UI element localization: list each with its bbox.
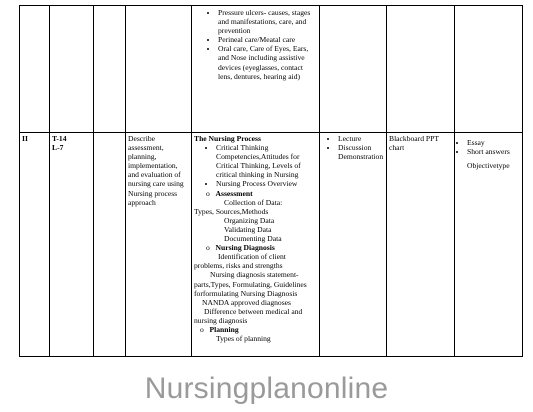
unit-number: II bbox=[22, 134, 28, 143]
sub-marker: o bbox=[206, 243, 210, 253]
hours-cell bbox=[50, 133, 94, 357]
table-row bbox=[20, 6, 523, 133]
content-line: Difference between medical and nursing diagnosis bbox=[194, 306, 303, 325]
content-line: Validating Data bbox=[224, 224, 272, 234]
content-line: Types of planning bbox=[216, 334, 271, 344]
content-line: Nursing diagnosis statement- parts,Types, Formulating, Guidelines forformulating Nursing Diagnosis bbox=[194, 270, 307, 298]
objective-cell bbox=[126, 133, 192, 357]
hours-lab: L-7 bbox=[52, 143, 64, 153]
list-item: • Essay bbox=[467, 138, 520, 147]
list-item: • Discussion Demonstration bbox=[338, 143, 384, 161]
list-item: • Perineal care/Meatal care bbox=[218, 35, 317, 44]
table-row bbox=[20, 133, 523, 357]
content-line: Types, Sources,Methods bbox=[194, 206, 269, 216]
list-item: • Short answers bbox=[467, 147, 520, 156]
media-cell bbox=[387, 6, 455, 133]
content-line: Documenting Data bbox=[224, 234, 282, 244]
methods-cell bbox=[320, 6, 387, 133]
content-cell bbox=[192, 6, 320, 133]
content-line: Identification of client problems, risks and strengths bbox=[194, 252, 286, 271]
unit-cell bbox=[20, 133, 50, 357]
unit-cell bbox=[20, 6, 50, 133]
content-title: The Nursing Process bbox=[194, 134, 261, 143]
objective-text: Describe assessment, planning, implementation, and evaluation of nursing care using Nursing process approach bbox=[128, 134, 184, 207]
methods-cell bbox=[320, 133, 387, 357]
planning-heading: Planning bbox=[209, 324, 239, 334]
media-text: Blackboard PPT chart bbox=[389, 134, 439, 153]
media-cell bbox=[387, 133, 455, 357]
content-line: Organizing Data bbox=[224, 215, 275, 225]
list-item: • Critical Thinking Competencies,Attitudes for Critical Thinking, Levels of critical thinking in Nursing bbox=[216, 143, 317, 179]
diagnosis-heading: Nursing Diagnosis bbox=[215, 243, 275, 253]
objective-cell bbox=[126, 6, 192, 133]
list-item: • Oral care, Care of Eyes, Ears, and Nose including assistive devices (eyeglasses, contact lens, dentures, hearing aid) bbox=[218, 44, 317, 80]
content-line: Collection of Data: bbox=[224, 197, 283, 207]
hours-cell bbox=[50, 6, 94, 133]
assessment-heading: Assessment bbox=[215, 188, 253, 198]
evaluation-extra: Objectivetype bbox=[467, 161, 510, 171]
sub-marker: o bbox=[200, 324, 204, 334]
list-item: • Pressure ulcers- causes, stages and manifestations, care, and prevention bbox=[218, 8, 317, 35]
evaluation-cell bbox=[455, 6, 523, 133]
watermark-text: Nursingplanonline bbox=[144, 372, 389, 405]
empty-cell bbox=[94, 6, 126, 133]
evaluation-cell bbox=[455, 133, 523, 357]
hours-theory: T-14 bbox=[52, 134, 67, 143]
empty-cell bbox=[94, 133, 126, 357]
content-line: NANDA approved diagnoses bbox=[202, 297, 292, 307]
sub-marker: o bbox=[206, 188, 210, 198]
list-item: • Lecture bbox=[338, 134, 384, 143]
curriculum-table bbox=[19, 5, 523, 357]
list-item: • Nursing Process Overview bbox=[216, 179, 317, 188]
content-cell bbox=[192, 133, 320, 357]
